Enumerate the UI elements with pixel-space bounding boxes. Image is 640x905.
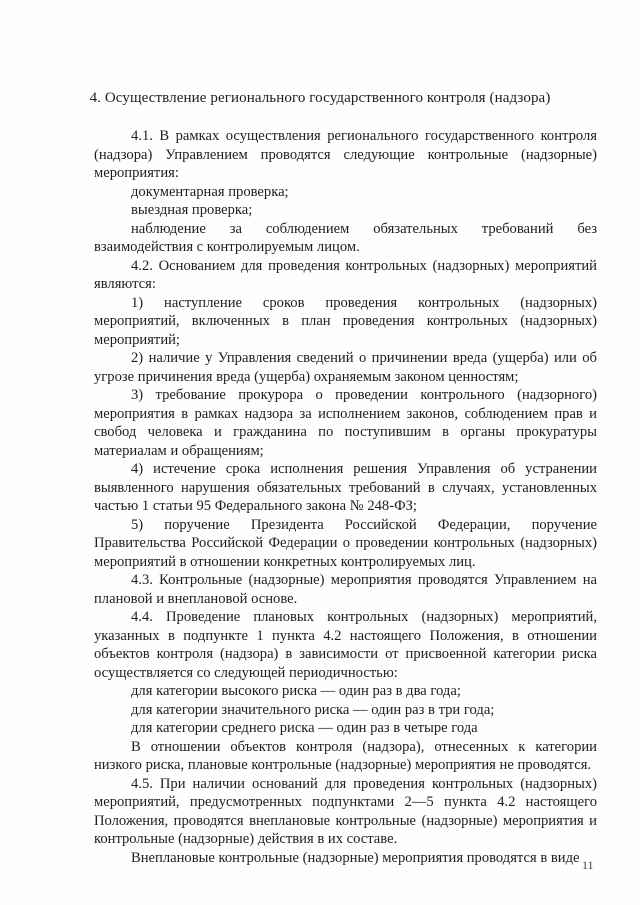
paragraph-4-2-item-2: 2) наличие у Управления сведений о причинении вреда (ущерба) или об угрозе причинения вреда (ущерба) охраняемым законом ценностям; xyxy=(94,350,597,385)
page-number: 11 xyxy=(582,858,594,872)
paragraph-4-5: 4.5. При наличии оснований для проведения контрольных (надзорных) мероприятий, предусмотренных подпунктами 2—5 пункта 4.2 настоящего Положения, проводятся внеплановые контрольные (надзорные) мероприятия и контрольные (надзорные) действия в их составе. xyxy=(94,775,597,847)
paragraph-4-2-item-3: 3) требование прокурора о проведении контрольного (надзорного) мероприятия в рамках надзора за исполнением законов, соблюдением прав и свобод человека и гражданина по поступившим в органы прокуратуры материалам и обращениям; xyxy=(94,387,597,459)
paragraph-4-2: 4.2. Основанием для проведения контрольных (надзорных) мероприятий являются: xyxy=(94,257,597,292)
paragraph-4-3: 4.3. Контрольные (надзорные) мероприятия проводятся Управлением на плановой и внеплановой основе. xyxy=(94,572,597,607)
paragraph-4-4: 4.4. Проведение плановых контрольных (надзорных) мероприятий, указанных в подпункте 1 пункта 4.2 настоящего Положения, в отношении объектов контроля (надзора) в зависимости от присвоенной категории риска осуществляется со следующей периодичностью: xyxy=(94,609,597,681)
paragraph-low-risk: В отношении объектов контроля (надзора), отнесенных к категории низкого риска, плановые контрольные (надзорные) мероприятия не проводятся. xyxy=(94,738,597,773)
list-item-observation: наблюдение за соблюдением обязательных требований без взаимодействия с контролируемым лицом. xyxy=(94,220,597,255)
document-body xyxy=(94,127,597,867)
list-item-documentary-check: документарная проверка; xyxy=(131,183,289,200)
paragraph-4-2-item-1: 1) наступление сроков проведения контрольных (надзорных) мероприятий, включенных в план проведения контрольных (надзорных) мероприятий; xyxy=(94,294,597,348)
risk-medium: для категории среднего риска — один раз в четыре года xyxy=(131,720,478,736)
paragraph-unplanned: Внеплановые контрольные (надзорные) мероприятия проводятся в виде xyxy=(131,849,580,866)
paragraph-4-2-item-5: 5) поручение Президента Российской Федерации, поручение Правительства Российской Федерации о проведении контрольных (надзорных) мероприятий в отношении конкретных контролируемых лиц. xyxy=(94,516,597,570)
list-item-field-check: выездная проверка; xyxy=(131,202,253,218)
risk-high: для категории высокого риска — один раз в два года; xyxy=(131,683,461,699)
section-heading: 4. Осуществление регионального государственного контроля (надзора) xyxy=(89,90,551,106)
paragraph-4-1: 4.1. В рамках осуществления регионального государственного контроля (надзора) Управлением проводятся следующие контрольные (надзорные) мероприятия: xyxy=(94,128,597,181)
risk-significant: для категории значительного риска — один раз в три года; xyxy=(131,701,495,718)
paragraph-4-2-item-4: 4) истечение срока исполнения решения Управления об устранении выявленного нарушения обязательных требований в случаях, установленных частью 1 статьи 95 Федерального закона № 248-ФЗ; xyxy=(94,461,597,514)
